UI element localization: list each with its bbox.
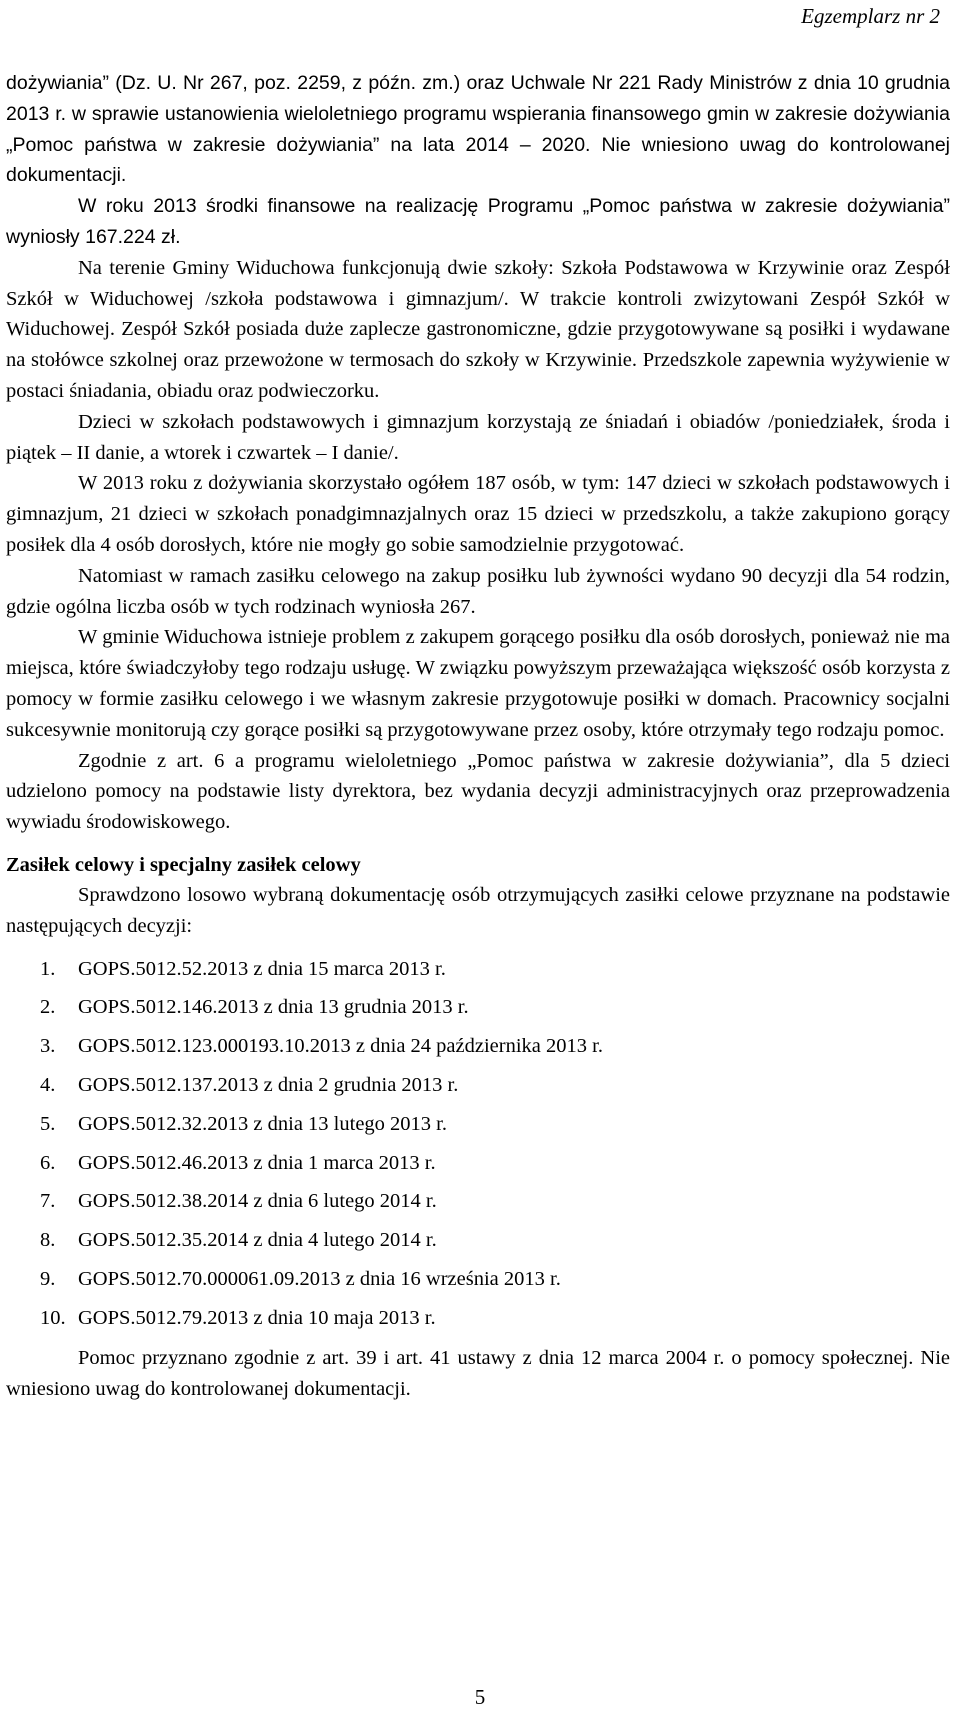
list-item-text: GOPS.5012.52.2013 z dnia 15 marca 2013 r.	[78, 957, 446, 980]
list-item-text: GOPS.5012.70.000061.09.2013 z dnia 16 września 2013 r.	[78, 1267, 561, 1290]
list-item-number: 6.	[40, 1151, 56, 1174]
section-intro: Sprawdzono losowo wybraną dokumentację osób otrzymujących zasiłki celowe przyznane na podstawie następujących decyzji:	[6, 883, 950, 937]
paragraph-beneficiaries: W 2013 roku z dożywiania skorzystało ogółem 187 osób, w tym: 147 dzieci w szkołach podstawowych i gimnazjum, 21 dzieci w szkołach ponadgimnazjalnych oraz 15 dzieci w przedszkolu, a także zakupiono gorący posiłek dla 4 osób dorosłych, które nie mogły go sobie samodzielnie przygotować.	[6, 472, 950, 556]
list-item-text: GOPS.5012.32.2013 z dnia 13 lutego 2013 r.	[78, 1112, 447, 1135]
document-body	[6, 68, 950, 1405]
list-item-number: 9.	[40, 1267, 56, 1290]
list-item-text: GOPS.5012.137.2013 z dnia 2 grudnia 2013 r.	[78, 1073, 459, 1096]
page-number: 5	[474, 1685, 486, 1709]
list-item	[6, 1027, 950, 1066]
list-item-number: 5.	[40, 1112, 56, 1135]
list-item	[6, 1144, 950, 1183]
list-item-number: 7.	[40, 1190, 56, 1213]
paragraph-schools: Na terenie Gminy Widuchowa funkcjonują dwie szkoły: Szkoła Podstawowa w Krzywinie oraz Zespół Szkół w Widuchowej /szkoła podstawowa i gimnazjum/. W trakcie kontroli zwizytowani Zespół Szkół w Widuchowej. Zespół Szkół posiada duże zaplecze gastronomiczne, gdzie przygotowywane są posiłki i wydawane na stołówce szkolnej oraz przewożone w termosach do szkoły w Krzywinie. Przedszkole zapewnia wyżywienie w postaci śniadania, obiadu oraz podwieczorku.	[6, 256, 950, 402]
paragraph-adults-problem: W gminie Widuchowa istnieje problem z zakupem gorącego posiłku dla osób dorosłych, ponieważ nie ma miejsca, które świadczyłoby tego rodzaju usługę. W związku powyższym przeważająca większość osób korzysta z pomocy w formie zasiłku celowego i we własnym zakresie przygotowuje posiłki w domach. Pracownicy socjalni sukcesywnie monitorują czy gorące posiłki są przygotowywane przez osoby, które otrzymały tego rodzaju pomoc.	[6, 626, 950, 741]
list-item-text: GOPS.5012.123.000193.10.2013 z dnia 24 października 2013 r.	[78, 1035, 603, 1058]
list-item	[6, 1182, 950, 1221]
list-item-number: 1.	[40, 957, 56, 980]
list-item-number: 2.	[40, 996, 56, 1019]
list-item-text: GOPS.5012.46.2013 z dnia 1 marca 2013 r.	[78, 1151, 436, 1174]
paragraph-meals-schedule: Dzieci w szkołach podstawowych i gimnazjum korzystają ze śniadań i obiadów /poniedziałek, środa i piątek – II danie, a wtorek i czwartek – I danie/.	[6, 410, 950, 464]
section-heading: Zasiłek celowy i specjalny zasiłek celowy	[6, 853, 361, 876]
list-item	[6, 950, 950, 989]
paragraph-program-reference: dożywiania” (Dz. U. Nr 267, poz. 2259, z późn. zm.) oraz Uchwale Nr 221 Rady Ministrów z dnia 10 grudnia 2013 r. w sprawie ustanowienia wieloletniego programu wspierania finansowego gmin w zakresie dożywiania „Pomoc państwa w zakresie dożywiania” na lata 2014 – 2020. Nie wniesiono uwag do kontrolowanej dokumentacji.	[6, 72, 950, 187]
list-item-number: 3.	[40, 1035, 56, 1058]
paragraph-article-6a: Zgodnie z art. 6 a programu wieloletniego „Pomoc państwa w zakresie dożywiania”, dla 5 dzieci udzielono pomocy na podstawie listy dyrektora, bez wydania decyzji administracyjnych oraz przeprowadzenia wywiadu środowiskowego.	[6, 749, 950, 834]
list-item-number: 8.	[40, 1229, 56, 1252]
list-item	[6, 1221, 950, 1260]
list-item	[6, 1105, 950, 1144]
section-closing: Pomoc przyznano zgodnie z art. 39 i art. 41 ustawy z dnia 12 marca 2004 r. o pomocy społecznej. Nie wniesiono uwag do kontrolowanej dokumentacji.	[6, 1347, 950, 1401]
list-item-text: GOPS.5012.146.2013 z dnia 13 grudnia 2013 r.	[78, 996, 469, 1019]
list-item-number: 10.	[40, 1306, 66, 1329]
list-item-text: GOPS.5012.35.2014 z dnia 4 lutego 2014 r.	[78, 1229, 437, 1252]
paragraph-decisions-count: Natomiast w ramach zasiłku celowego na zakup posiłku lub żywności wydano 90 decyzji dla 54 rodzin, gdzie ogólna liczba osób w tych rodzinach wyniosła 267.	[6, 564, 950, 618]
list-item-text: GOPS.5012.38.2014 z dnia 6 lutego 2014 r.	[78, 1190, 437, 1213]
copy-number-label: Egzemplarz nr 2	[801, 4, 940, 28]
list-item	[6, 1299, 950, 1338]
list-item-number: 4.	[40, 1073, 56, 1096]
list-item-text: GOPS.5012.79.2013 z dnia 10 maja 2013 r.	[78, 1306, 436, 1329]
paragraph-funds: W roku 2013 środki finansowe na realizację Programu „Pomoc państwa w zakresie dożywiania” wyniosły 167.224 zł.	[6, 195, 950, 248]
list-item	[6, 1260, 950, 1299]
list-item	[6, 988, 950, 1027]
decision-list	[6, 950, 950, 1338]
list-item	[6, 1066, 950, 1105]
